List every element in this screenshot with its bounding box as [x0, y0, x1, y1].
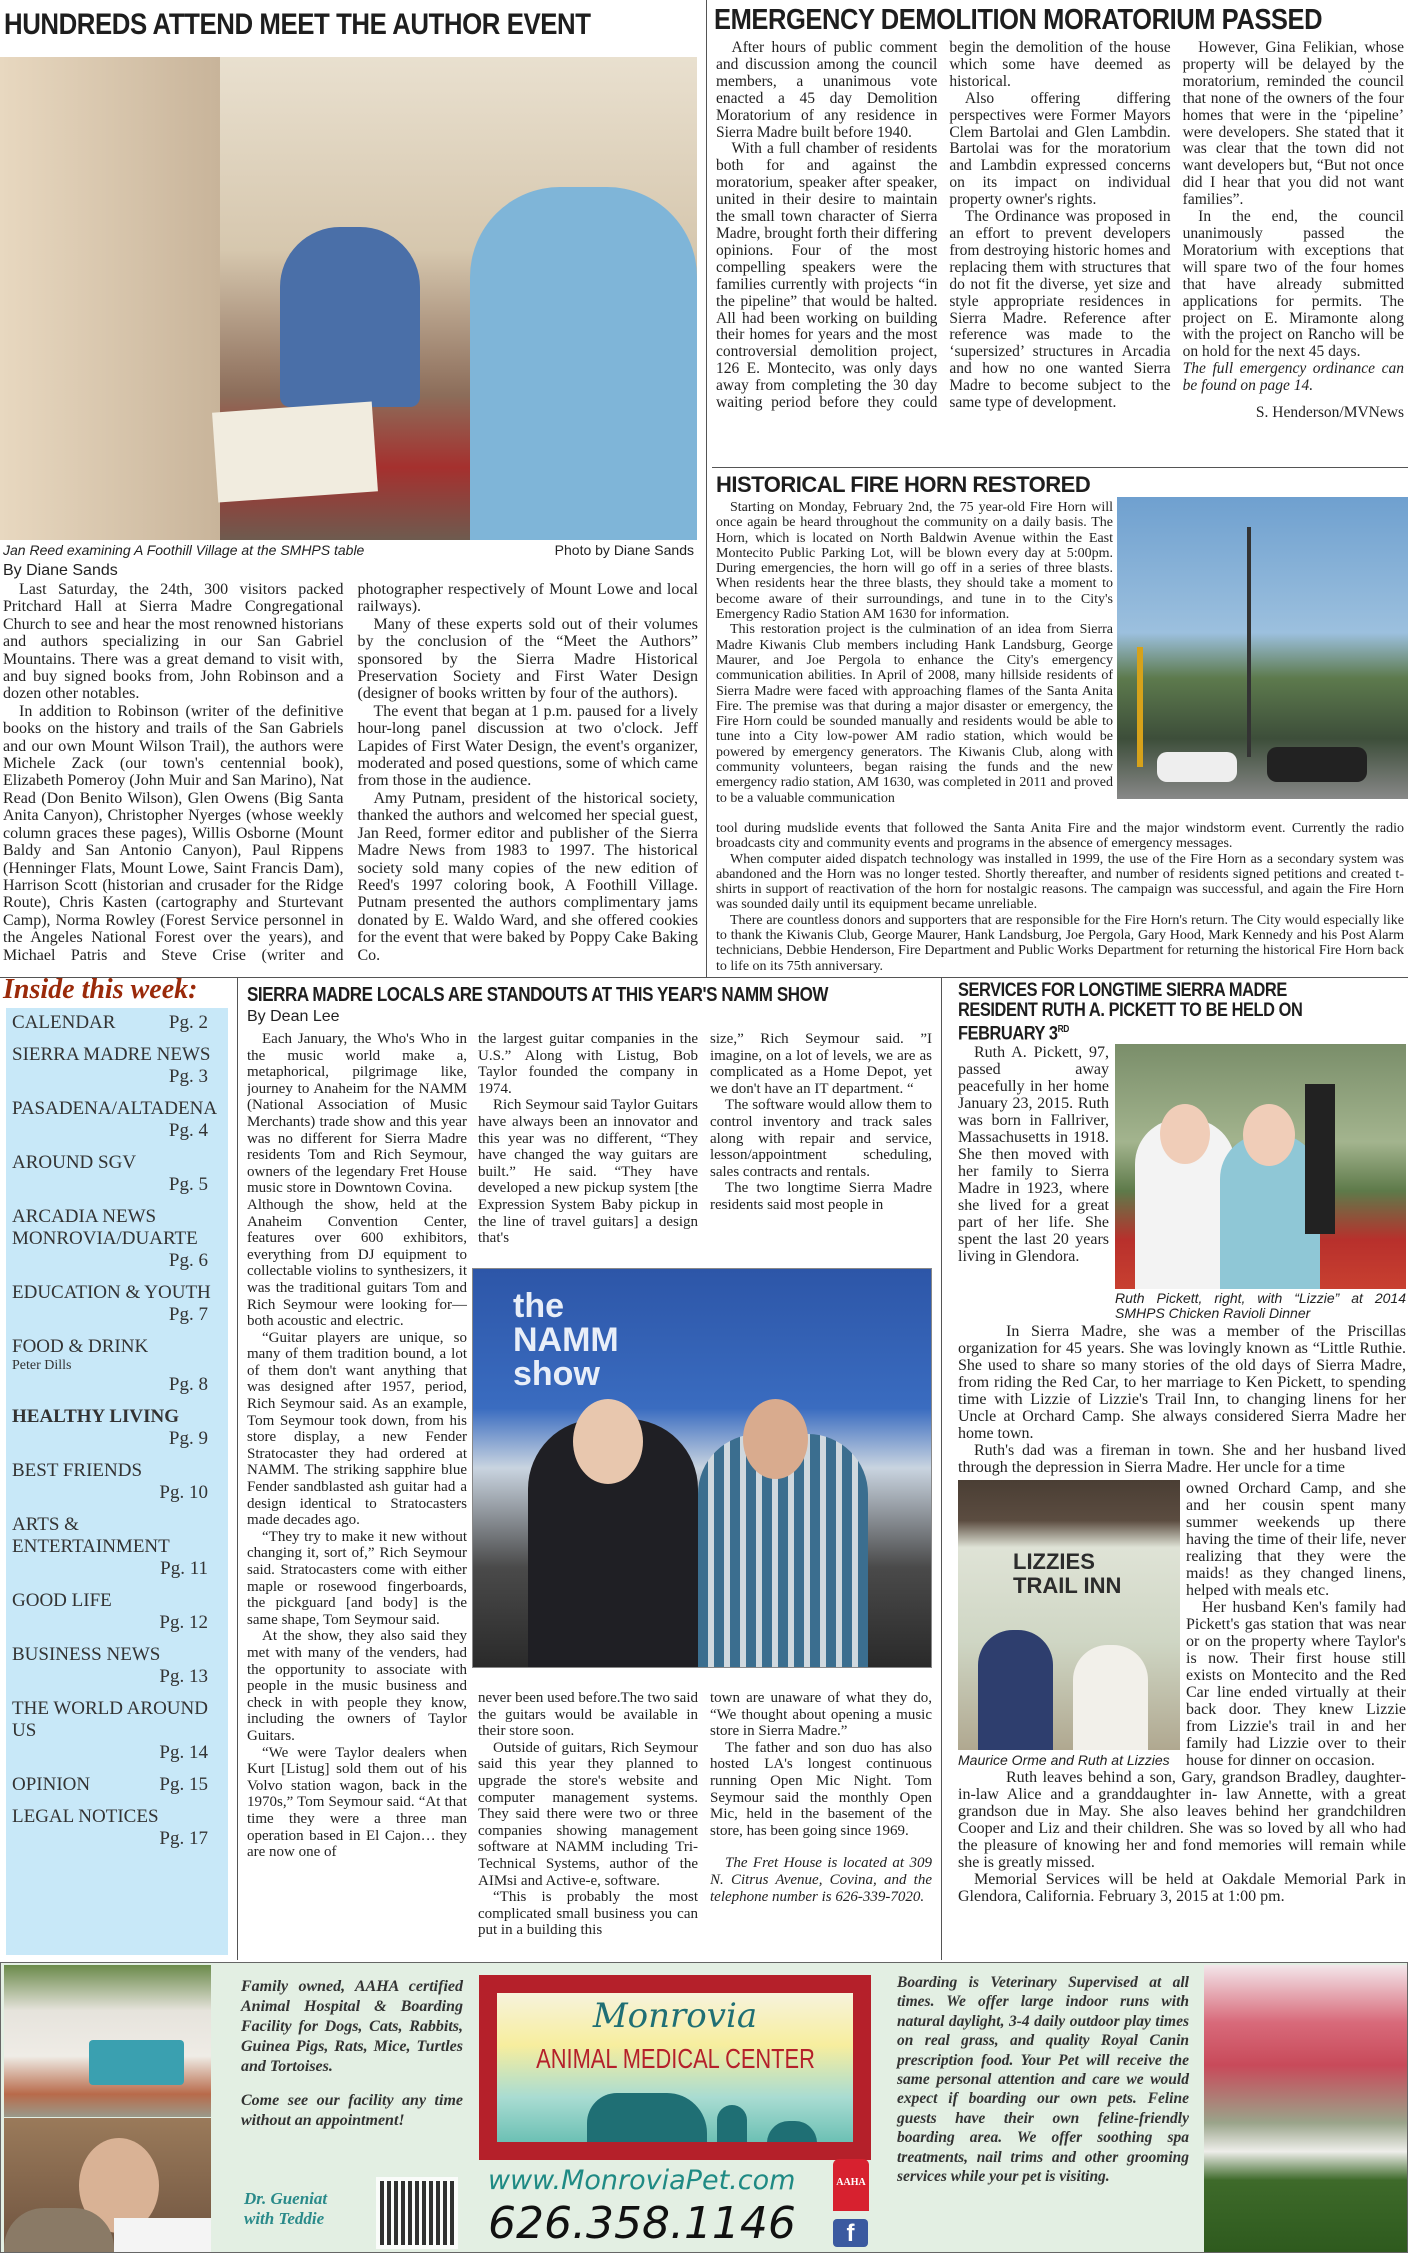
- index-page: Pg. 9: [168, 1428, 208, 1449]
- index-page: Pg. 12: [159, 1612, 208, 1633]
- monrovia-animal-medical-center-ad[interactable]: [0, 1962, 1408, 2253]
- namm-sign: the NAMM show: [513, 1287, 619, 1393]
- demolition-headline: EMERGENCY DEMOLITION MORATORIUM PASSED: [714, 4, 1323, 36]
- index-item[interactable]: [12, 1806, 222, 1850]
- ad-text-column: [241, 1977, 463, 2131]
- index-sublabel: Peter Dills: [12, 1358, 72, 1373]
- index-label: GOOD LIFE: [12, 1590, 112, 1611]
- index-label: THE WORLD AROUND US: [12, 1698, 208, 1741]
- index-item[interactable]: [12, 1152, 222, 1196]
- index-label: LEGAL NOTICES: [12, 1806, 159, 1827]
- meet-photo-credit: Photo by Diane Sands: [554, 542, 694, 558]
- index-item[interactable]: [12, 1336, 222, 1396]
- ad-logo: [479, 1975, 871, 2160]
- paragraph: “This is probably the most complicated small business you can put in a building this: [478, 1889, 698, 1939]
- paragraph: With a full chamber of residents both for and against the moratorium, speaker after speaker, united in their desire to maintain the small town character of Sierra Madre, brought forth their differing opinions. Four of the most compelling speakers were the families currently with projects “in the pipeline” that would be halted. All had been working on building their homes for years and the most controversial demolition project, 126 E. Montecito, was only days away from completing the 30 day waiting period before they could begin the demolition of the house which some have deemed as historical.: [716, 40, 1171, 412]
- index-label: PASADENA/ALTADENA: [12, 1098, 218, 1119]
- paragraph: Many of these experts sold out of their volumes by the conclusion of the “Meet the Authors” sponsored by the Sierra Madre Historical Preservation Society and First Water Design (designer of books written by four of the authors).: [357, 615, 698, 703]
- column-divider: [941, 977, 942, 1960]
- namm-column-3-top: [710, 1031, 932, 1265]
- index-label: SIERRA MADRE NEWS: [12, 1044, 211, 1065]
- index-page: Pg. 11: [160, 1558, 208, 1579]
- pickett-headline-line: SERVICES FOR LONGTIME SIERRA MADRE: [958, 979, 1287, 1001]
- index-page: Pg. 3: [168, 1066, 208, 1087]
- facebook-icon[interactable]: f: [833, 2219, 868, 2247]
- index-label: OPINION: [12, 1774, 91, 1795]
- paragraph: However, Gina Felikian, whose property will be delayed by the moratorium, reminded the council that none of the owners of the four homes that were in the ‘pipeline’ were developers. She stated that it was clear that the town did not want developers but, “But not once did I hear that you did not want families”.: [1182, 40, 1404, 209]
- paragraph: Her husband Ken's family had Pickett's gas station that was near or on the property where Taylor's is now. Their first house still exists on Montecito and the Red Car line ended virtually at their back door. They knew Lizzie from Lizzie's trail in and her family had Lizzie over to their house for dinner on occasion.: [1186, 1599, 1406, 1769]
- pickett-body: [958, 1044, 1406, 1905]
- paragraph: Memorial Services will be held at Oakdale Memorial Park in Glendora, California. February 3, 2015 at 1:00 pm.: [958, 1871, 1406, 1905]
- namm-byline: By Dean Lee: [247, 1008, 340, 1025]
- paragraph: owned Orchard Camp, and she and her cousin spent many summer weekends up there having the time of their life, never realizing that they were the maids! as they changed linens, helped with meals etc.: [1186, 1480, 1406, 1599]
- paragraph: Ruth A. Pickett, 97, passed away peacefully in her home January 23, 2015. Ruth was born in Fallriver, Massachusetts in 1918. She then moved with her family to Sierra Madre in 1923, where she lived for a great part of her life. She spent the last 20 years living in Glendora.: [958, 1044, 1109, 1265]
- meet-photo: [0, 57, 697, 540]
- paragraph: The event that began at 1 p.m. paused for a lively hour-long panel discussion at two o'clock. Jeff Lapides of First Water Design, the event's organizer, moderated and posed questions, some of which came from those in the audience.: [357, 702, 698, 790]
- pickett-photo: [1115, 1044, 1406, 1289]
- pickett-headline-line: FEBRUARY 3: [958, 1022, 1058, 1045]
- paragraph: the largest guitar companies in the U.S.” Along with Listug, Bob Taylor founded the company in 1974.: [478, 1031, 698, 1097]
- logo-name: ANIMAL MEDICAL CENTER: [536, 2043, 815, 2074]
- column-divider: [237, 977, 238, 1960]
- firehorn-photo: [1117, 497, 1408, 799]
- firehorn-headline: HISTORICAL FIRE HORN RESTORED: [716, 472, 1091, 497]
- demolition-note: The full emergency ordinance can be found on page 14.: [1182, 360, 1404, 395]
- meet-body: [3, 581, 698, 976]
- paragraph: At the show, they also said they met with many of the venders, had the opportunity to associate with people in the music business and check in with people they know, including the owners of Taylor Guitars.: [247, 1628, 467, 1744]
- meet-headline: HUNDREDS ATTEND MEET THE AUTHOR EVENT: [4, 8, 591, 41]
- paragraph: never been used before.The two said the guitars would be available in their store soon.: [478, 1690, 698, 1740]
- hospital-exterior-photo: [4, 1965, 211, 2117]
- index-item[interactable]: [12, 1590, 222, 1634]
- index-item[interactable]: [12, 1044, 222, 1088]
- paragraph: Also offering differing perspectives were Former Mayors Clem Bartolai and Glen Lambdin. Bartolai was for the moratorium and Lambdin expressed concerns on its impact on individual property owner's rights.: [949, 89, 1171, 209]
- section-divider: [0, 977, 1408, 978]
- namm-headline: SIERRA MADRE LOCALS ARE STANDOUTS AT THIS YEAR'S NAMM SHOW: [247, 984, 829, 1006]
- namm-note: The Fret House is located at 309 N. Citrus Avenue, Covina, and the telephone number is 626-339-7020.: [710, 1855, 932, 1905]
- index-page: Pg. 15: [159, 1774, 208, 1795]
- index-page: Pg. 4: [168, 1120, 208, 1141]
- paragraph: Ruth's dad was a fireman in town. She and her husband lived through the depression in Sierra Madre. Her uncle for a time: [958, 1442, 1406, 1476]
- index-label: AROUND SGV: [12, 1152, 137, 1173]
- paragraph: Rich Seymour said Taylor Guitars have always been an innovator and this year was no different, “They have changed the way guitars are built.” He said. “They have developed a new pickup system [the Expression System Baby pickup in the line of travel guitars] a design that's: [478, 1097, 698, 1247]
- index-item[interactable]: [12, 1514, 222, 1580]
- index-page: Pg. 7: [168, 1304, 208, 1325]
- paragraph: When computer aided dispatch technology was installed in 1999, the use of the Fire Horn as a secondary system was abandoned and the Horn was no longer tested. Shortly thereafter, and number of residents signed petitions and created t-shirts in support of reactivation of the horn for nostalgic reasons. The campaign was successful, and again the Fire Horn was sounded daily until its equipment became unreliable.: [716, 851, 1404, 913]
- ad-website[interactable]: www.MonroviaPet.com: [488, 2165, 796, 2196]
- namm-column-3-bottom: [710, 1690, 932, 1960]
- index-label: ARTS & ENTERTAINMENT: [12, 1514, 170, 1557]
- index-item[interactable]: [12, 1206, 222, 1272]
- meet-byline: By Diane Sands: [3, 562, 118, 579]
- garden-photo: [1204, 1965, 1407, 2252]
- index-page: Pg. 17: [159, 1828, 208, 1849]
- paragraph: Ruth leaves behind a son, Gary, grandson Bradley, daughter-in-law Alice and a granddaughter in- law Annette, with a great grandson due in May. She also leaves behind her grandchildren Cooper and Liz and their children. She was so loved by all who had the pleasure of knowing her and fond memories will remain while she is greatly missed.: [958, 1769, 1406, 1871]
- paragraph: The father and son duo has also hosted LA's longest continuous running Open Mic Night. Tom Seymour said the monthly Open Mic, held in the basement of the store, has been going since 1969.: [710, 1739, 932, 1839]
- qr-code[interactable]: [376, 2177, 458, 2249]
- index-label: HEALTHY LIVING: [12, 1406, 180, 1427]
- lizzies-photo: [958, 1480, 1180, 1750]
- meet-photo-caption: Jan Reed examining A Foothill Village at the SMHPS table: [3, 542, 365, 558]
- paragraph: Starting on Monday, February 2nd, the 75 year-old Fire Horn will once again be heard throughout the community on a daily basis. The Horn, which is located on North Baldwin Avenue within the East Montecito Public Parking Lot, will be blown every day at 5:00pm. During emergencies, the horn will go off in a series of three blasts. When residents hear the three blasts, they should take a moment to become aware of their surroundings, and tune in to the City's Emergency Radio Station AM 1630 for information.: [716, 500, 1113, 623]
- ad-phone[interactable]: 626.358.1146: [488, 2198, 796, 2249]
- index-label: FOOD & DRINK: [12, 1336, 149, 1357]
- paragraph: After hours of public comment and discussion among the council members, a unanimous vote enacted a 45 day Demolition Moratorium of any residence in Sierra Madre built before 1940.: [716, 40, 938, 141]
- index-page: Pg. 2: [168, 1012, 208, 1033]
- index-label: BEST FRIENDS: [12, 1460, 143, 1481]
- paragraph: Amy Putnam, president of the historical society, thanked the authors and welcomed her special guest, Jan Reed, former editor and publisher of the Sierra Madre News from 1983 to 1997. The historical society sold many copies of the new edition of Reed's 1997 coloring book, A Foothill Village. Putnam presented the authors complimentary jams donated by E. Waldo Ward, and she offered cookies for the event that were baked by Poppy Cake Baking Co.: [357, 789, 698, 964]
- paragraph: “Guitar players are unique, so many of them tradition bound, a lot of them don't want anything that was designed after 1957, period, Rich Seymour said. As an example, Tom Seymour took down, from his store display, a new Fender Stratocaster they had ordered at NAMM. The striking sapphire blue Fender sandblasted ash guitar had a design identical to Stratocasters made decades ago.: [247, 1329, 467, 1529]
- lizzies-sign: LIZZIES TRAIL INN: [1013, 1549, 1122, 1598]
- ad-text-boarding: Boarding is Veterinary Supervised at all times. We offer large indoor runs with natural daylight, 3-4 daily outdoor play times on real grass, and quality Royal Canin prescription food. Your Pet will receive the same personal attention and care we would expect if boarding our own pets. Feline guests have their own feline-friendly boarding area. We offer soothing spa treatments, nail trims and other grooming services while your pet is visiting.: [897, 1974, 1189, 2186]
- demolition-body: [716, 40, 1404, 460]
- index-item[interactable]: [12, 1460, 222, 1504]
- section-divider: [712, 467, 1408, 468]
- paragraph: This restoration project is the culmination of an idea from Sierra Madre Kiwanis Club members including Hank Landsburg, George Maurer, and Joe Pergola to enhance the City's emergency communication abilities. In April of 2008, many hillside residents of Sierra Madre were faced with approaching flames of the Santa Anita Fire. The premise was that during a major disaster or emergency, the Fire Horn could be sounded manually and residents would be able to tune into a City low-power AM radio station, which would be powered by emergency generators. The Kiwanis Club, along with community volunteers, began raising the funds and the new emergency radio station, AM 1630, was completed in 2011 and proved to be a valuable communication: [716, 622, 1113, 806]
- paragraph: In the end, the council unanimously passed the Moratorium with exceptions that will spare two of the four homes that have already submitted applications for permits. The project on E. Miramonte along with the project on Rancho will be on hold for the next 45 days.: [1182, 208, 1404, 361]
- aaha-badge-icon: AAHA: [833, 2159, 869, 2211]
- pickett-headline-line: RESIDENT RUTH A. PICKETT TO BE HELD ON: [958, 999, 1303, 1021]
- paragraph: Last Saturday, the 24th, 300 visitors packed Pritchard Hall at Sierra Madre Congregational Church to see and hear the most renowned historians and authors specializing in our San Gabriel Mountains. There was a great demand to visit with, and buy signed books from, John Robinson and a dozen other notables.: [3, 581, 344, 703]
- index-item[interactable]: [12, 1644, 222, 1688]
- index-page: Pg. 14: [159, 1742, 208, 1763]
- index-page: Pg. 6: [168, 1250, 208, 1271]
- sidebar-title: Inside this week:: [3, 974, 198, 1005]
- logo-script: Monrovia: [592, 1996, 758, 2036]
- paragraph: “They try to make it new without changing it, sort of,” Rich Seymour said. Stratocasters come with either maple or rosewood fingerboards, the pickguard [and body] is the same shape, Tom Seymour said.: [247, 1528, 467, 1628]
- firehorn-body-top: [716, 500, 1113, 820]
- index-item[interactable]: [12, 1012, 222, 1034]
- index-page: Pg. 5: [168, 1174, 208, 1195]
- paragraph: The software would allow them to control inventory and track sales along with repair and service, lesson/appointment scheduling, sales contracts and rentals.: [710, 1097, 932, 1180]
- paragraph: In Sierra Madre, she was a member of the Priscillas organization for 45 years. She was lovingly known as “Little Ruthie. She used to share so many stories of the old days of Sierra Madre, from riding the Red Car, to her marriage to Ken Pickett, to spending time with Lizzie of Lizzie's Trail Inn, to changing linens for her Uncle at Orchard Camp. She always considered Sierra Madre her home town.: [958, 1323, 1406, 1442]
- paragraph: There are countless donors and supporters that are responsible for the Fire Horn's return. The City would especially like to thank the Kiwanis Club, George Maurer, Hank Landsburg, Joe Pergola, Gary Hood, Mark Kennedy and his Post Alarm technicians, Debbie Henderson, Fire Department and Public Works Department for returning the historical Fire Horn back to life on its 75th anniversary.: [716, 912, 1404, 974]
- paragraph: The two longtime Sierra Madre residents said most people in: [710, 1180, 932, 1213]
- ad-text-visit: Come see our facility any time without an appointment!: [241, 2092, 463, 2129]
- index-item[interactable]: [12, 1698, 222, 1764]
- pickett-photo-caption: Ruth Pickett, right, with “Lizzie” at 2014 SMHPS Chicken Ravioli Dinner: [1115, 1290, 1406, 1321]
- index-item[interactable]: [12, 1098, 222, 1142]
- index-label: ARCADIA NEWS MONROVIA/DUARTE: [12, 1206, 198, 1249]
- dog-silhouette-icon: [587, 2093, 707, 2142]
- pickett-headline-sup: RD: [1057, 1024, 1069, 1035]
- paragraph: In addition to Robinson (writer of the definitive books on the history and trails of the San Gabriels and our own Mount Wilson Trail), the authors were Michele Zack (our town's centennial book), Elizabeth Pomeroy (John Muir and San Marino), Nat Read (Don Benito Wilson), Glen Owens (Big Santa Anita Canyon), Christopher Nyerges (whose weekly column graces these pages), Willis Osborne (Mount Baldy and San Antonio Canyon), Paul Rippens (Henninger Flats, Mount Lowe, Saint Francis Dam), Harrison Scott (historian and crusader for the Ridge Route), Chris Kasten (cartography and Sturtevant Camp), Norma Rowley (Forest Service personnel in the Angeles National Forest over the years), and Michael Patris and Steve Crise (writer and photographer respectively of Mount Lowe and local railways).: [3, 581, 698, 964]
- namm-column-2-bottom: [478, 1690, 698, 1960]
- index-label: CALENDAR: [12, 1012, 116, 1033]
- index-label: BUSINESS NEWS: [12, 1644, 161, 1665]
- index-page: Pg. 8: [168, 1374, 208, 1395]
- namm-photo: [472, 1268, 932, 1668]
- firehorn-body-bottom: [716, 821, 1404, 975]
- paragraph: tool during mudslide events that followed the Santa Anita Fire and the major windstorm event. Currently the radio broadcasts city and community events and programs in the absence of emergency messages.: [716, 821, 1404, 852]
- cat-silhouette-icon: [717, 2105, 747, 2142]
- paragraph: size,” Rich Seymour said. ”I imagine, on a lot of levels, we are as complicated as a Home Depot, yet we don't have an IT department. “: [710, 1031, 932, 1097]
- paragraph: town are unaware of what they do, “We thought about opening a music store in Sierra Madre.”: [710, 1690, 932, 1740]
- namm-column-2-top: [478, 1031, 698, 1265]
- index-item[interactable]: [12, 1406, 222, 1450]
- index-item[interactable]: [12, 1774, 222, 1796]
- namm-column-1: [247, 1031, 467, 1960]
- paragraph: The Ordinance was proposed in an effort to prevent developers from destroying historic homes and replacing them with structures that do not fit the diverse, yet size and style appropriate residences in Sierra Madre. Reference after reference was made to the ‘supersized’ structures in Arcadia and how no one wanted Sierra Madre to become subject to the same type of development.: [949, 208, 1171, 412]
- paragraph: “We were Taylor dealers when Kurt [Listug] sold them out of his Volvo station wagon, back in the 1970s,” Tom Seymour said. “At that time they were a three man operation based in El Cajon… they are now one of: [247, 1744, 467, 1861]
- photo-caption: Dr. Gueniat with Teddie: [244, 2189, 328, 2228]
- pickett-headline: [958, 980, 1302, 1044]
- index-page: Pg. 13: [159, 1666, 208, 1687]
- index-item[interactable]: [12, 1282, 222, 1326]
- turtle-silhouette-icon: [767, 2121, 817, 2142]
- inside-this-week-index: [6, 1008, 228, 1955]
- ad-text-intro: Family owned, AAHA certified Animal Hospital & Boarding Facility for Dogs, Cats, Rabbits, Guinea Pigs, Rats, Mice, Turtles and Tortoises.: [241, 1978, 463, 2075]
- demolition-credit: S. Henderson/MVNews: [1255, 404, 1404, 422]
- paragraph: Outside of guitars, Rich Seymour said this year they planned to upgrade the store's website and computer management systems. They said there were two or three companies showing management software at NAMM including Tri-Technical Systems, author of the AIMsi and Active-e, software.: [478, 1739, 698, 1889]
- lizzies-photo-caption: Maurice Orme and Ruth at Lizzies: [958, 1752, 1170, 1768]
- index-page: Pg. 10: [159, 1482, 208, 1503]
- dr-gueniat-photo: [4, 2118, 211, 2252]
- paragraph: Although the show, held at the Anaheim Convention Center, features over 600 exhibitors, everything from DJ equipment to collectable violins to synthesizers, it was the traditional guitars Tom and Rich Seymour were looking for—both acoustic and electric.: [247, 1196, 467, 1330]
- index-label: EDUCATION & YOUTH: [12, 1282, 211, 1303]
- paragraph: Each January, the Who's Who in the music world make a, metaphorical, pilgrimage like, journey to Anaheim for the NAMM (National Association of Music Merchants) trade show and this year was no different for Sierra Madre residents Tom and Rich Seymour, owners of the legendary Fret House music store in Downtown Covina.: [247, 1031, 467, 1197]
- column-divider: [706, 0, 707, 977]
